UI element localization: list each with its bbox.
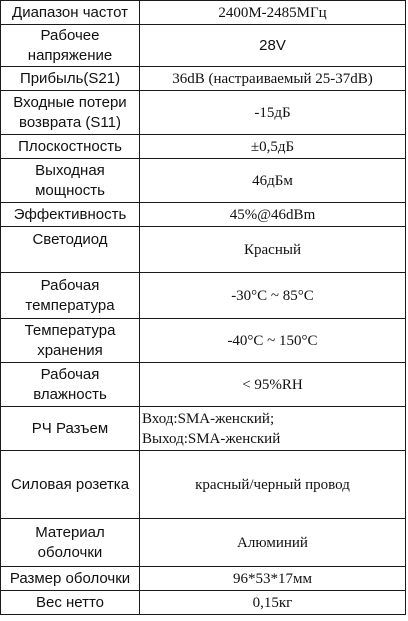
label-cell: Рабочая влажность — [1, 363, 140, 407]
table-row-operating-voltage — [1, 25, 406, 67]
table-row-housing-material — [1, 519, 406, 567]
table-row-led — [1, 227, 406, 273]
value-cell: ±0,5дБ — [140, 135, 406, 159]
label-cell: Диапазон частот — [1, 1, 140, 25]
label-cell: Выходная мощность — [1, 159, 140, 203]
value-cell: красный/черный провод — [140, 451, 406, 519]
value-cell: -30°C ~ 85°C — [140, 273, 406, 319]
label-cell: Плоскостность — [1, 135, 140, 159]
value-cell: 0,15кг — [140, 591, 406, 615]
value-cell: -15дБ — [140, 91, 406, 135]
value-cell: < 95%RH — [140, 363, 406, 407]
label-cell: Вес нетто — [1, 591, 140, 615]
table-row-storage-temperature — [1, 319, 406, 363]
table-row-housing-size — [1, 567, 406, 591]
label-cell: Рабочее напряжение — [1, 25, 140, 67]
table-row-return-loss — [1, 91, 406, 135]
label-cell: Прибыль(S21) — [1, 67, 140, 91]
table-row-flatness — [1, 135, 406, 159]
value-cell: 96*53*17мм — [140, 567, 406, 591]
table-row-net-weight — [1, 591, 406, 615]
value-cell: 2400M-2485МГц — [140, 1, 406, 25]
label-cell: Светодиод — [1, 227, 140, 273]
table-row-power-socket — [1, 451, 406, 519]
table-row-frequency-range — [1, 1, 406, 25]
label-cell: РЧ Разъем — [1, 407, 140, 451]
value-cell: 28V — [140, 25, 406, 67]
value-cell: Вход:SMA-женский; Выход:SMA-женский — [140, 407, 406, 451]
value-cell: Красный — [140, 227, 406, 273]
table-row-rf-connector — [1, 407, 406, 451]
table-row-efficiency — [1, 203, 406, 227]
table-row-operating-temperature — [1, 273, 406, 319]
table-row-output-power — [1, 159, 406, 203]
table-row-gain — [1, 67, 406, 91]
table-row-operating-humidity — [1, 363, 406, 407]
label-cell: Эффективность — [1, 203, 140, 227]
value-cell: 45%@46dBm — [140, 203, 406, 227]
label-cell: Материал оболочки — [1, 519, 140, 567]
value-cell: 46дБм — [140, 159, 406, 203]
value-cell: -40°C ~ 150°C — [140, 319, 406, 363]
label-cell: Размер оболочки — [1, 567, 140, 591]
value-cell: 36dB (настраиваемый 25-37dB) — [140, 67, 406, 91]
value-cell: Алюминий — [140, 519, 406, 567]
label-cell: Температура хранения — [1, 319, 140, 363]
label-cell: Силовая розетка — [1, 451, 140, 519]
label-cell: Входные потери возврата (S11) — [1, 91, 140, 135]
label-cell: Рабочая температура — [1, 273, 140, 319]
